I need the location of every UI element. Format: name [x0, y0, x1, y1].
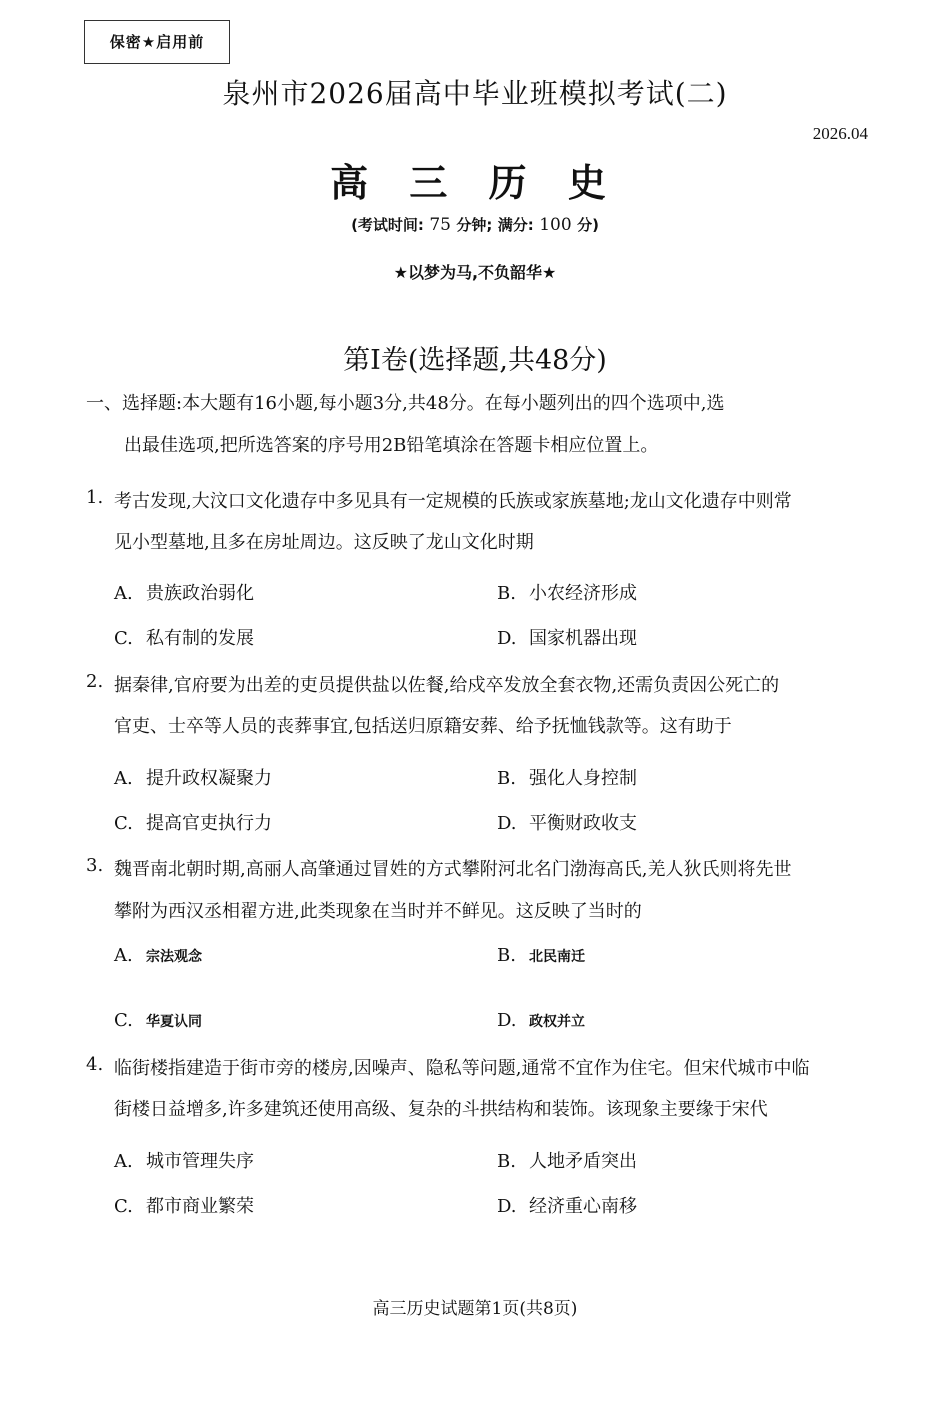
option-letter: A.	[114, 945, 133, 966]
exam-title: 泉州市2026届高中毕业班模拟考试(二)	[222, 77, 728, 110]
confidential-label: 保密★启用前	[84, 20, 230, 64]
option-d[interactable]	[497, 624, 637, 650]
score-unit: 分)	[577, 216, 599, 234]
exam-time-value: 75	[429, 215, 451, 235]
motto: ★以梦为马,不负韶华★	[393, 263, 557, 282]
option-text: 贵族政治弱化	[146, 583, 254, 604]
option-d[interactable]	[497, 1010, 585, 1031]
option-c[interactable]	[114, 809, 272, 835]
question-number: 2.	[86, 671, 104, 692]
option-text: 平衡财政收支	[529, 813, 637, 834]
option-b[interactable]	[497, 945, 585, 966]
question-text-line-2: 街楼日益增多,许多建筑还使用高级、复杂的斗拱结构和装饰。该现象主要缘于宋代	[114, 1099, 768, 1120]
option-letter: D.	[497, 813, 517, 834]
option-letter: D.	[497, 1010, 517, 1031]
option-text: 政权并立	[529, 1014, 585, 1030]
question-text-line-2: 官吏、士卒等人员的丧葬事宜,包括送归原籍安葬、给予抚恤钱款等。这有助于	[114, 716, 732, 737]
option-text: 城市管理失序	[146, 1151, 254, 1172]
option-text: 都市商业繁荣	[146, 1196, 254, 1217]
option-d[interactable]	[497, 809, 637, 835]
option-b[interactable]	[497, 1147, 637, 1173]
option-text: 宗法观念	[146, 949, 202, 965]
option-a[interactable]	[114, 579, 254, 605]
option-letter: B.	[497, 1151, 516, 1172]
option-letter: C.	[114, 628, 133, 649]
option-letter: D.	[497, 1196, 517, 1217]
page-footer: 高三历史试题第1页(共8页)	[372, 1299, 578, 1319]
option-text: 国家机器出现	[529, 628, 637, 649]
option-a[interactable]	[114, 1147, 254, 1173]
question-number: 1.	[86, 487, 104, 508]
option-text: 华夏认同	[146, 1014, 202, 1030]
option-b[interactable]	[497, 764, 637, 790]
option-letter: C.	[114, 813, 133, 834]
exam-meta	[0, 214, 950, 235]
option-text: 私有制的发展	[146, 628, 254, 649]
question-number: 4.	[86, 1054, 104, 1075]
option-text: 强化人身控制	[529, 768, 637, 789]
option-letter: B.	[497, 768, 516, 789]
exam-time-unit: 分钟;	[456, 216, 493, 234]
option-letter: A.	[114, 768, 133, 789]
option-text: 经济重心南移	[529, 1196, 637, 1217]
question-text-line-2: 攀附为西汉丞相翟方进,此类现象在当时并不鲜见。这反映了当时的	[114, 901, 642, 922]
question-text-line-1: 魏晋南北朝时期,高丽人高肇通过冒姓的方式攀附河北名门渤海高氏,羌人狄氏则将先世	[114, 859, 792, 880]
option-b[interactable]	[497, 579, 637, 605]
option-letter: A.	[114, 1151, 133, 1172]
instructions-line-2: 出最佳选项,把所选答案的序号用2B铅笔填涂在答题卡相应位置上。	[124, 435, 659, 456]
exam-time-label: (考试时间:	[351, 216, 424, 234]
option-c[interactable]	[114, 1010, 202, 1031]
option-letter: B.	[497, 583, 516, 604]
option-letter: A.	[114, 583, 133, 604]
option-letter: D.	[497, 628, 517, 649]
option-text: 提高官吏执行力	[146, 813, 272, 834]
question-text-line-1: 据秦律,官府要为出差的吏员提供盐以佐餐,给戍卒发放全套衣物,还需负责因公死亡的	[114, 675, 780, 696]
option-text: 人地矛盾突出	[529, 1151, 637, 1172]
option-a[interactable]	[114, 764, 272, 790]
exam-date: 2026.04	[812, 124, 868, 143]
question-text-line-2: 见小型墓地,且多在房址周边。这反映了龙山文化时期	[114, 532, 534, 553]
option-text: 北民南迁	[529, 949, 585, 965]
instructions-line-1: 一、选择题:本大题有16小题,每小题3分,共48分。在每小题列出的四个选项中,选	[86, 393, 725, 414]
option-letter: C.	[114, 1010, 133, 1031]
option-c[interactable]	[114, 1192, 254, 1218]
score-label: 满分:	[497, 216, 534, 234]
option-c[interactable]	[114, 624, 254, 650]
question-text-line-1: 考古发现,大汶口文化遗存中多见具有一定规模的氏族或家族墓地;龙山文化遗存中则常	[114, 491, 792, 512]
volume-title: 第I卷(选择题,共48分)	[343, 345, 607, 376]
subject-title: 高 三 历 史	[330, 160, 620, 205]
option-text: 提升政权凝聚力	[146, 768, 272, 789]
option-text: 小农经济形成	[529, 583, 637, 604]
option-letter: C.	[114, 1196, 133, 1217]
question-text-line-1: 临街楼指建造于街市旁的楼房,因噪声、隐私等问题,通常不宜作为住宅。但宋代城市中临	[114, 1058, 810, 1079]
option-a[interactable]	[114, 945, 202, 966]
score-value: 100	[539, 215, 572, 235]
option-d[interactable]	[497, 1192, 637, 1218]
option-letter: B.	[497, 945, 516, 966]
question-number: 3.	[86, 855, 104, 876]
